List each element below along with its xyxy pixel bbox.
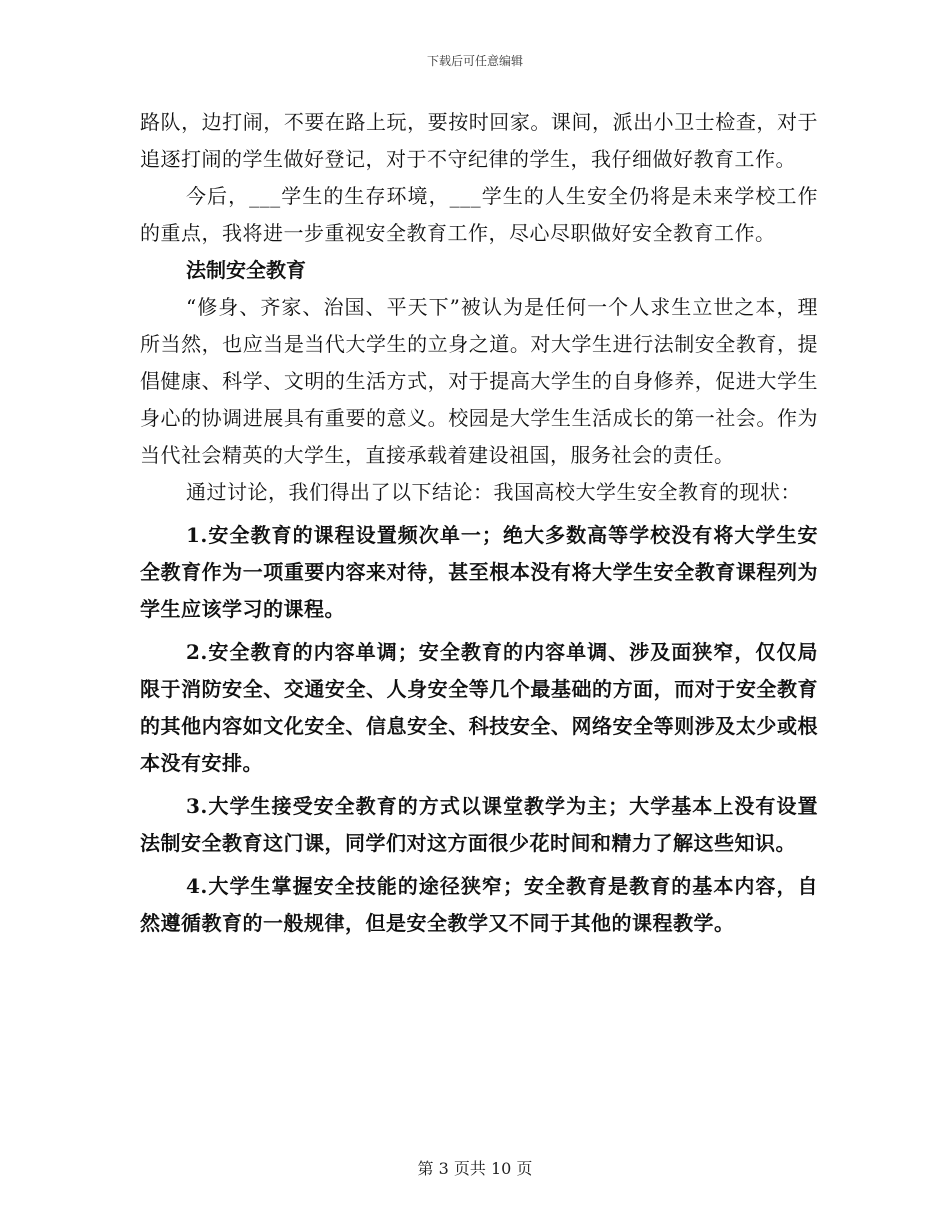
paragraph-2: 今后，___学生的生存环境，___学生的人生安全仍将是未来学校工作的重点，我将进一步重视安全教育工作，尽心尽职做好安全教育工作。	[140, 184, 818, 245]
paragraph-4: 通过讨论，我们得出了以下结论：我国高校大学生安全教育的现状：	[186, 480, 801, 504]
paragraph-3: “修身、齐家、治国、平天下”被认为是任何一个人求生立世之本，理所当然，也应当是当代大学生的立身之道。对大学生进行法制安全教育，提倡健康、科学、文明的生活方式，对于提高大学生的自身修养，促进大学生身心的协调进展具有重要的意义。校园是大学生生活成长的第一社会。作为当代社会精英的大学生，直接承载着建设祖国，服务社会的责任。	[140, 295, 818, 467]
section-heading: 法制安全教育	[186, 258, 306, 282]
list-item-1: 1.安全教育的课程设置频次单一；绝大多数高等学校没有将大学生安全教育作为一项重要内容来对待，甚至根本没有将大学生安全教育课程列为学生应该学习的课程。	[140, 523, 818, 621]
list-item-2: 2.安全教育的内容单调；安全教育的内容单调、涉及面狭窄，仅仅局限于消防安全、交通安全、人身安全等几个最基础的方面，而对于安全教育的其他内容如文化安全、信息安全、科技安全、网络安全等则涉及太少或根本没有安排。	[140, 640, 818, 775]
paragraph-1: 路队，边打闹，不要在路上玩，要按时回家。课间，派出小卫士检查，对于追逐打闹的学生做好登记，对于不守纪律的学生，我仔细做好教育工作。	[140, 110, 818, 171]
document-body	[140, 104, 818, 942]
page-number: 第 3 页共 10 页	[417, 1159, 533, 1178]
list-item-3: 3.大学生接受安全教育的方式以课堂教学为主；大学基本上没有设置法制安全教育这门课，同学们对这方面很少花时间和精力了解这些知识。	[140, 794, 818, 855]
list-item-4: 4.大学生掌握安全技能的途径狭窄；安全教育是教育的基本内容，自然遵循教育的一般规律，但是安全教学又不同于其他的课程教学。	[140, 874, 818, 935]
page-header-note: 下载后可任意编辑	[426, 54, 523, 68]
